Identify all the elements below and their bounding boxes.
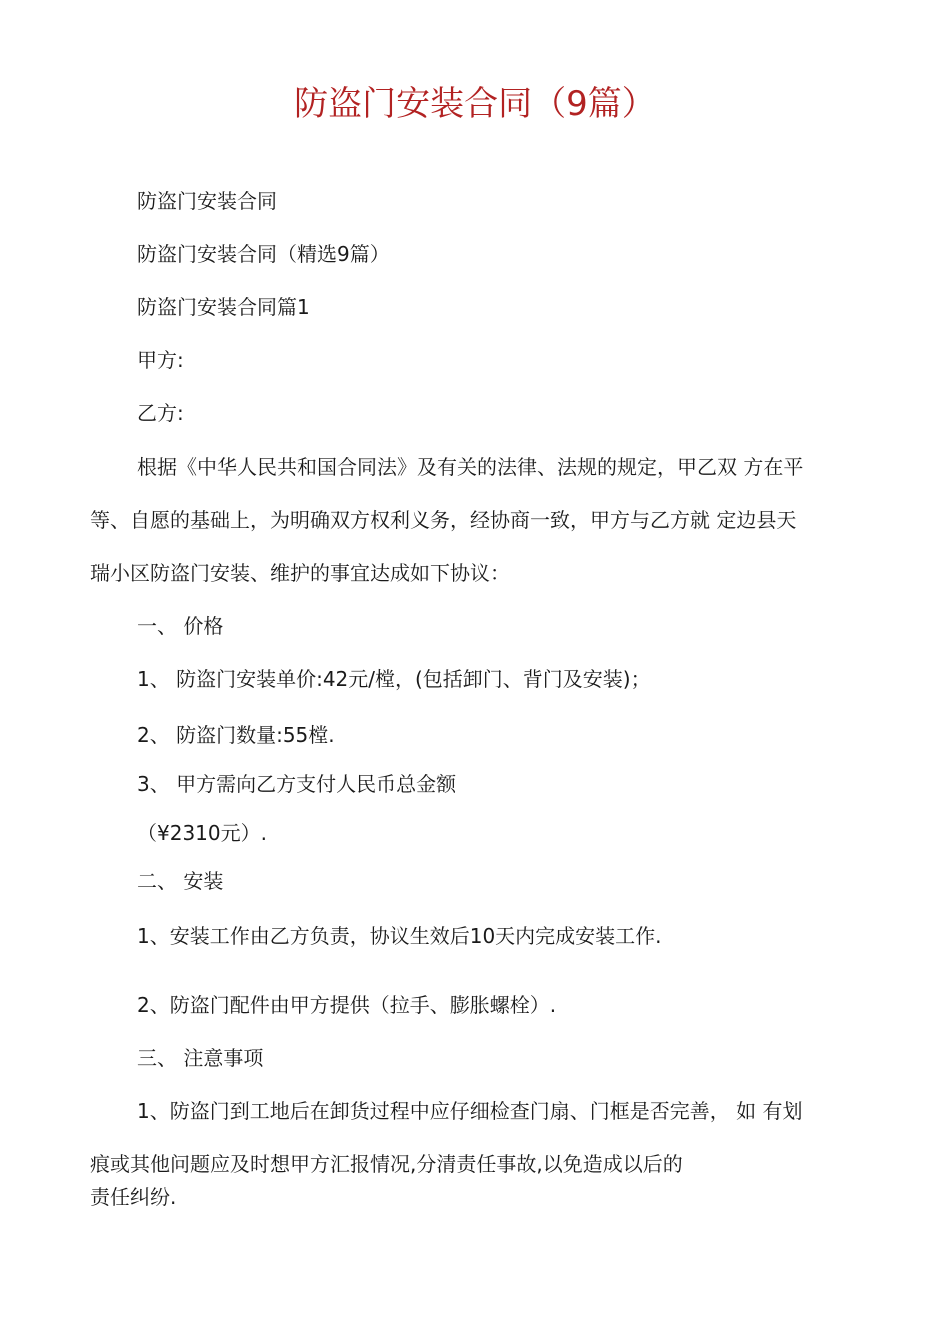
list-item: 2、 防盗门数量:55樘.	[137, 723, 335, 747]
section-heading: 二、 安装	[137, 869, 224, 893]
text-line: （¥2310元）.	[137, 821, 267, 845]
list-item: 1、安装工作由乙方负责，协议生效后10天内完成安装工作.	[137, 924, 662, 948]
list-item: 3、 甲方需向乙方支付人民币总金额	[137, 772, 457, 796]
text-line: 瑞小区防盗门安装、维护的事宜达成如下协议：	[90, 561, 510, 585]
text-line: 乙方:	[137, 401, 184, 425]
text-line: 等、自愿的基础上，为明确双方权利义务，经协商一致，甲方与乙方就 定边县天	[90, 508, 797, 532]
section-heading: 一、 价格	[137, 614, 224, 638]
document-title: 防盗门安装合同（9篇）	[294, 84, 656, 124]
text-line: 痕或其他问题应及时想甲方汇报情况,分清责任事故,以免造成以后的	[90, 1152, 683, 1176]
text-line: 根据《中华人民共和国合同法》及有关的法律、法规的规定，甲乙双 方在平	[137, 455, 804, 479]
text-line: 防盗门安装合同篇1	[137, 295, 310, 319]
text-line: 甲方:	[137, 348, 184, 372]
list-item: 2、防盗门配件由甲方提供（拉手、膨胀螺栓）.	[137, 993, 557, 1017]
text-line: 责任纠纷.	[90, 1185, 177, 1209]
list-item: 1、 防盗门安装单价:42元/樘，(包括卸门、背门及安装)；	[137, 667, 651, 691]
section-heading: 三、 注意事项	[137, 1046, 264, 1070]
list-item: 1、防盗门到工地后在卸货过程中应仔细检查门扇、门框是否完善， 如 有划	[137, 1099, 803, 1123]
text-line: 防盗门安装合同（精选9篇）	[137, 242, 390, 266]
text-line: 防盗门安装合同	[137, 189, 277, 213]
